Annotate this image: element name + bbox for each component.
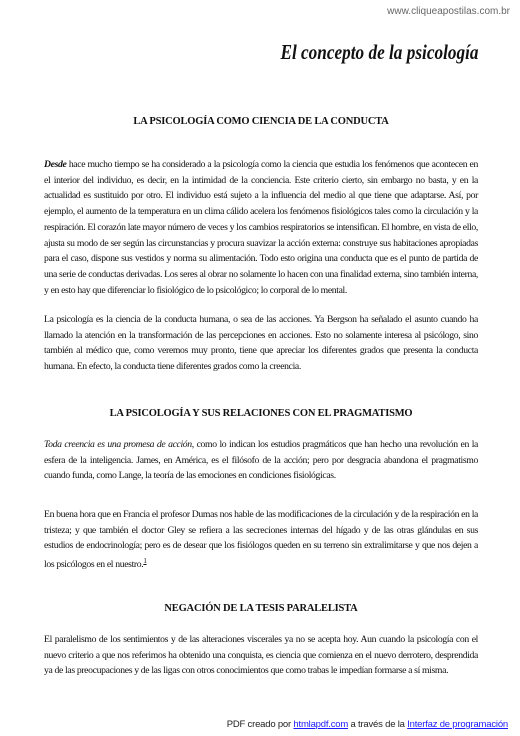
footer-prefix: PDF creado por [226, 719, 294, 730]
paragraph: La psicología es la ciencia de la conducta humana, o sea de las acciones. Ya Bergson ha señalado el asunto cuando ha llamado la atención en la transformación de las percepciones en acciones. Esto no solamente interesa al psicólogo, sino también al médico que, como veremos muy pronto, tiene que apreciar los diferentes grados que presenta la conducta humana. En efecto, la conducta tiene diferentes grados como la creencia. [44, 314, 478, 373]
paragraph [44, 437, 478, 484]
paragraph-text: En buena hora que en Francia el profesor Dumas nos hable de las modificaciones de la circulación y de la respiración en la tristeza; y que también el doctor Gley se refiera a las secreciones internas del hígado y de las otras glándulas en sus estudios de endocrinología; pero es de desear que los fisiólogos queden en su terreno sin extralimitarse y que nos dejen a los psicólogos en el nuestro. [44, 509, 478, 571]
footnote-ref[interactable]: 1 [143, 557, 147, 566]
site-url: www.cliqueapostilas.com.br [387, 6, 510, 17]
footer-middle: a través de la [348, 719, 408, 730]
section-heading: LA PSICOLOGÍA Y SUS RELACIONES CON EL PRAGMATISMO [109, 408, 413, 419]
paragraph-text: hace mucho tiempo se ha considerado a la psicología como la ciencia que estudia los fenómenos que acontecen en el interior del individuo, es decir, en la intimidad de la conciencia. Este criterio cierto, sin embargo no basta, y en la actualidad es sustituido por otro. El individuo está sujeto a la influencia del medio al que tiene que adaptarse. Así, por ejemplo, el aumento de la temperatura en un clima cálido acelera los fenómenos fisiológicos tales como la circulación y la respiración. El corazón late mayor número de veces y los cambios respiratorios se intensifican. El hombre, en vista de ello, ajusta su modo de ser según las circunstancias y procura suavizar la acción externa: construye sus habitaciones apropiadas para el caso, dispone sus vestidos y norma su alimentación. Todo esto origina una conducta que es el punto de partida de una serie de conductas derivadas. Los seres al obrar no solamente lo hacen con una finalidad externa, sino también interna, y en esto hay que diferenciar lo fisiológico de lo psicológico; lo corporal de lo mental. [44, 159, 478, 296]
paragraph [44, 507, 478, 573]
paragraph-text: , como lo indican los estudios pragmáticos que han hecho una revolución en la esfera de la inteligencia. James, en América, es el filósofo de la acción; pero por desgracia abandona el pragmatismo cuando funda, como Lange, la teoría de las emociones en condiciones fisiológicas. [44, 439, 478, 482]
paragraph-lead: Desde [44, 159, 67, 170]
paragraph: El paralelismo de los sentimientos y de las alteraciones viscerales ya no se acepta hoy. Aun cuando la psicología con el nuevo criterio a que nos referimos ha obtenido una conquista, es ciencia que comienza en el nuevo derrotero, desprendida ya de las preocupaciones y de las ligas con otros conocimientos que como trabas le impedían formarse a sí misma. [44, 634, 478, 677]
document-title: El concepto de la psicología [279, 40, 478, 64]
htmlapdf-link[interactable]: htmlapdf.com [293, 719, 349, 730]
api-link[interactable]: Interfaz de programación [407, 719, 508, 730]
pdf-footer [227, 719, 508, 730]
paragraph [44, 157, 478, 298]
section-heading: LA PSICOLOGÍA COMO CIENCIA DE LA CONDUCTA [133, 116, 389, 127]
paragraph-lead: Toda creencia es una promesa de acción [44, 439, 192, 450]
section-heading: NEGACIÓN DE LA TESIS PARALELISTA [164, 603, 358, 614]
